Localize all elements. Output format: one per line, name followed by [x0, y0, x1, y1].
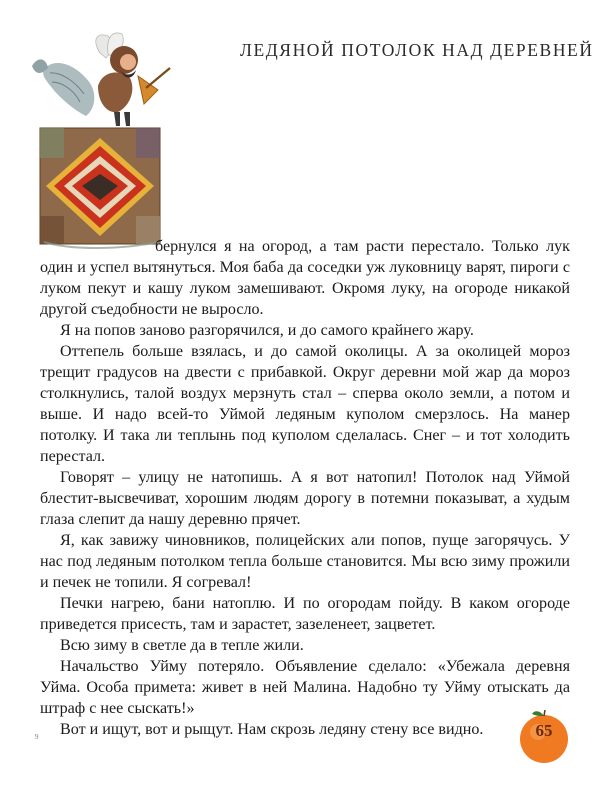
paragraph: Печки нагрею, бани натоплю. И по огородам пойду. В каком огороде приведется присесть, там и зарастет, зазеленеет, зацветет. [40, 595, 570, 633]
margin-mark: 9 [35, 733, 39, 741]
body-text [40, 0, 570, 740]
page-number: 65 [535, 721, 553, 740]
paragraph: Всю зиму в светле да в тепле жили. [60, 637, 304, 654]
paragraph: Начальство Уйму потеряло. Объявление сделало: «Убежала деревня Уйма. Особа примета: живет в ней Малина. Надобно ту Уйму отыскать да штраф с нее сыскать!» [40, 658, 570, 717]
paragraph: бернулся я на огород, а там расти перестало. Только лук один и успел вытянуться. Моя баба да соседки уж луковницу варят, пироги с луком пекут и кашу луком замешивают. Окромя луку, на огороде никакой другой съедобности не выросло. [40, 238, 570, 318]
paragraph: Оттепель больше взялась, и до самой околицы. А за околицей мороз трещит градусов на двести с прибавкой. Округ деревни мой жар да мороз столкнулись, талой воздух мерзнуть стал – сперва около земли, а потом и выше. И надо всей-то Уймой ледяным куполом смерзлось. На манер потолку. И така ли теплынь под куполом сделалась. Снег – и тот холодить перестал. [40, 343, 570, 465]
paragraph: Я на попов заново разгорячился, и до самого крайнего жару. [60, 322, 474, 339]
paragraph: Вот и ищут, вот и рыщут. Нам скрозь ледяну стену все видно. [60, 721, 484, 738]
page-title: ЛЕДЯНОЙ ПОТОЛОК НАД ДЕРЕВНЕЙ [240, 40, 594, 60]
paragraph: Говорят – улицу не натопишь. А я вот натопил! Потолок над Уймой блестит-высвечиват, хорошим людям дорогу в потемни показыват, а худым глаза слепит да нашу деревню прячет. [40, 469, 570, 528]
paragraph: Я, как завижу чиновников, полицейских али попов, пуще загорячусь. У нас под ледяным потолком тепла больше становится. Мы всю зиму прожили и печек не топили. Я согревал! [40, 532, 570, 591]
